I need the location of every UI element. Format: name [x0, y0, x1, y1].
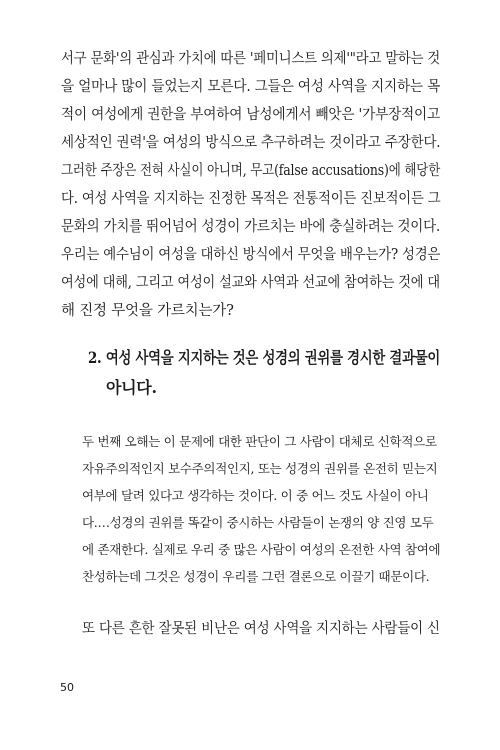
text-line: 서구 문화'의 관심과 가치에 따른 '페미니스트 의제'"라고 말하는 것: [61, 51, 441, 67]
quote-line: 에 존재한다. 실제로 우리 중 많은 사람이 여성의 온전한 사역 참여에: [82, 542, 441, 557]
text-line: 적이 여성에게 권한을 부여하여 남성에게서 빼앗은 '가부장적이고: [61, 107, 441, 123]
text-line: 여성에 대해, 그리고 여성이 설교와 사역과 선교에 참여하는 것에 대: [61, 275, 440, 291]
text-line: 을 얼마나 많이 들었는지 모른다. 그들은 여성 사역을 지지하는 목: [61, 79, 441, 95]
quote-line: 여부에 달려 있다고 생각하는 것이다. 이 중 어느 것도 사실이 아니: [82, 488, 429, 503]
quote-line: 자유주의적인지 보수주의적인지, 또는 성경의 권위를 온전히 믿는지: [82, 461, 438, 476]
text-line: 우리는 예수님이 여성을 대하신 방식에서 무엇을 배우는가? 성경은: [61, 247, 441, 263]
text-line: 해 진정 무엇을 가르치는가?: [61, 303, 234, 319]
text-line: 세상적인 권력'을 여성의 방식으로 추구하려는 것이라고 주장한다.: [61, 135, 441, 151]
heading-line: 2. 여성 사역을 지지하는 것은 성경의 권위를 경시한 결과물이: [88, 348, 441, 367]
text-line: 그러한 주장은 전혀 사실이 아니며, 무고(false accusations)에 해당한: [61, 163, 441, 179]
text-line: 다. 여성 사역을 지지하는 진정한 목적은 전통적이든 진보적이든 그: [61, 191, 441, 207]
quote-line: 찬성하는데 그것은 성경이 우리를 그런 결론으로 이끌기 때문이다.: [82, 569, 430, 584]
text-line: 또 다른 흔한 잘못된 비난은 여성 사역을 지지하는 사람들이 신: [82, 621, 440, 637]
text-line: 문화의 가치를 뛰어넘어 성경이 가르치는 바에 충실하려는 것이다.: [61, 219, 441, 235]
quote-line: 두 번째 오해는 이 문제에 대한 판단이 그 사람이 대체로 신학적으로: [82, 434, 437, 449]
page-number: 50: [60, 681, 74, 694]
quote-line: 다.…성경의 권위를 똑같이 중시하는 사람들이 논쟁의 양 진영 모두: [82, 515, 434, 530]
heading-line: 아니다.: [106, 378, 157, 397]
